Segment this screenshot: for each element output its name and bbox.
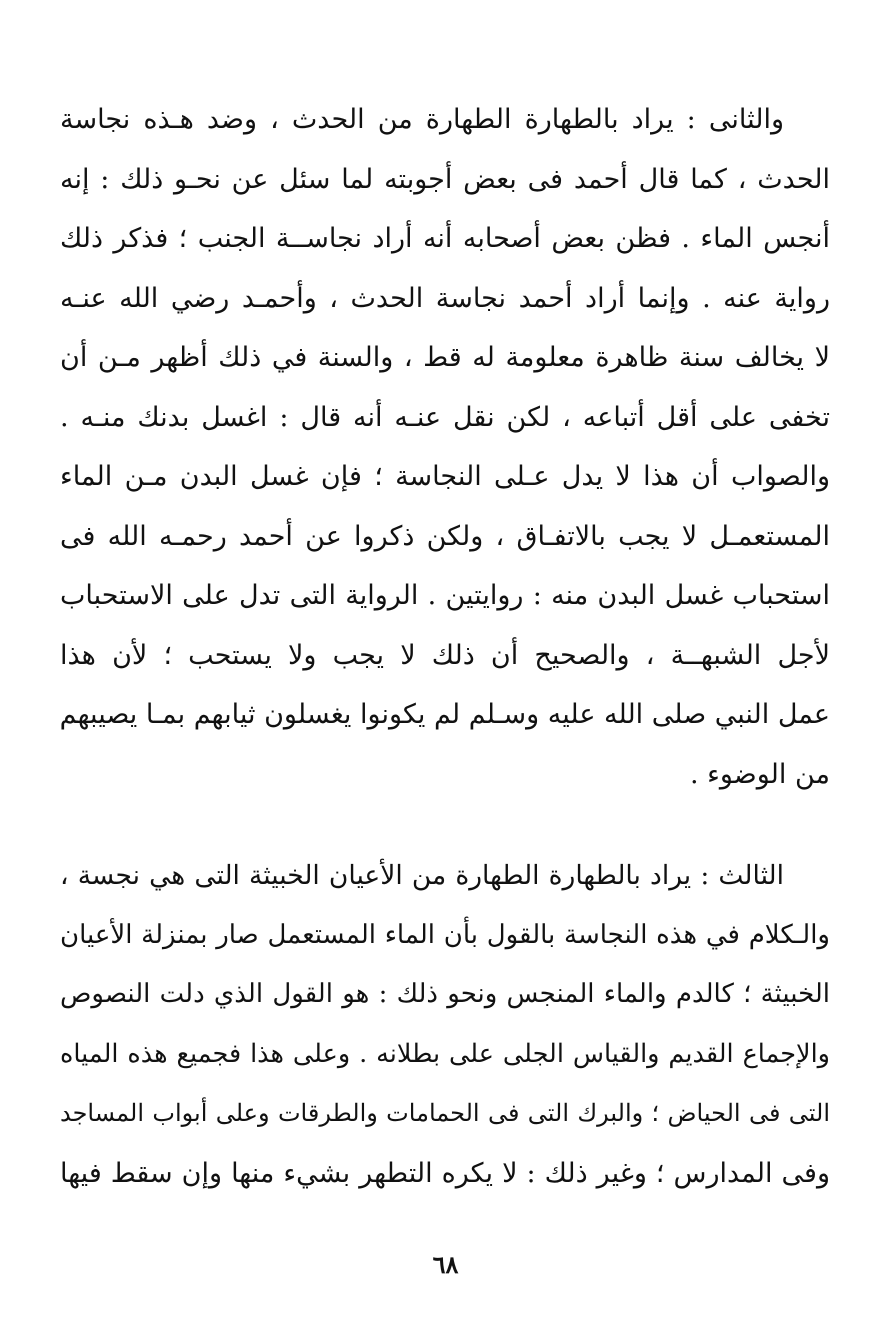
text-line: الحدث ، كما قال أحمد فى بعض أجوبته لما سئل عن نحـو ذلك : إنه (60, 163, 830, 195)
text-line: استحباب غسل البدن منه : روايتين . الرواية التى تدل على الاستحباب (60, 580, 830, 611)
text-line: والـكلام في هذه النجاسة بالقول بأن الماء المستعمل صار بمنزلة الأعيان (60, 919, 830, 950)
text-line: والثانى : يراد بالطهارة الطهارة من الحدث ، وضد هـذه نجاسة (60, 104, 784, 135)
paragraph-third-meaning (60, 846, 830, 1203)
page-number: ٦٨ (432, 1250, 459, 1279)
text-line: أنجس الماء . فظن بعض أصحابه أنه أراد نجاســة الجنب ؛ فذكر ذلك (60, 223, 830, 254)
text-line: وفى المدارس ؛ وغير ذلك : لا يكره التطهر بشيء منها وإن سقط فيها (60, 1157, 830, 1189)
text-line: والصواب أن هذا لا يدل عـلى النجاسة ؛ فإن غسل البدن مـن الماء (60, 461, 830, 492)
text-line: الثالث : يراد بالطهارة الطهارة من الأعيان الخبيثة التى هي نجسة ، (60, 860, 784, 891)
paragraph-second-meaning (60, 90, 830, 804)
text-line: لأجل الشبهــة ، والصحيح أن ذلك لا يجب ولا يستحب ؛ لأن هذا (60, 639, 830, 671)
text-line: التى فى الحياض ؛ والبرك التى فى الحمامات والطرقات وعلى أبواب المساجد (60, 1099, 830, 1127)
text-line: المستعمـل لا يجب بالاتفـاق ، ولكن ذكروا عن أحمد رحمـه الله فى (60, 520, 830, 552)
text-line: الخبيثة ؛ كالدم والماء المنجس ونحو ذلك : هو القول الذي دلت النصوص (60, 979, 830, 1009)
text-line: والإجماع القديم والقياس الجلى على بطلانه . وعلى هذا فجميع هذه المياه (60, 1038, 830, 1069)
text-line: رواية عنه . وإنما أراد أحمد نجاسة الحدث ، وأحمـد رضي الله عنـه (60, 282, 830, 314)
text-line: عمل النبي صلى الله عليه وسـلم لم يكونوا يغسلون ثيابهم بمـا يصيبهم (60, 699, 830, 730)
text-line: تخفى على أقل أتباعه ، لكن نقل عنـه أنه قال : اغسل بدنك منـه . (60, 401, 830, 433)
text-line: من الوضوء . (689, 758, 830, 790)
text-line: لا يخالف سنة ظاهرة معلومة له قط ، والسنة في ذلك أظهر مـن أن (60, 342, 830, 373)
